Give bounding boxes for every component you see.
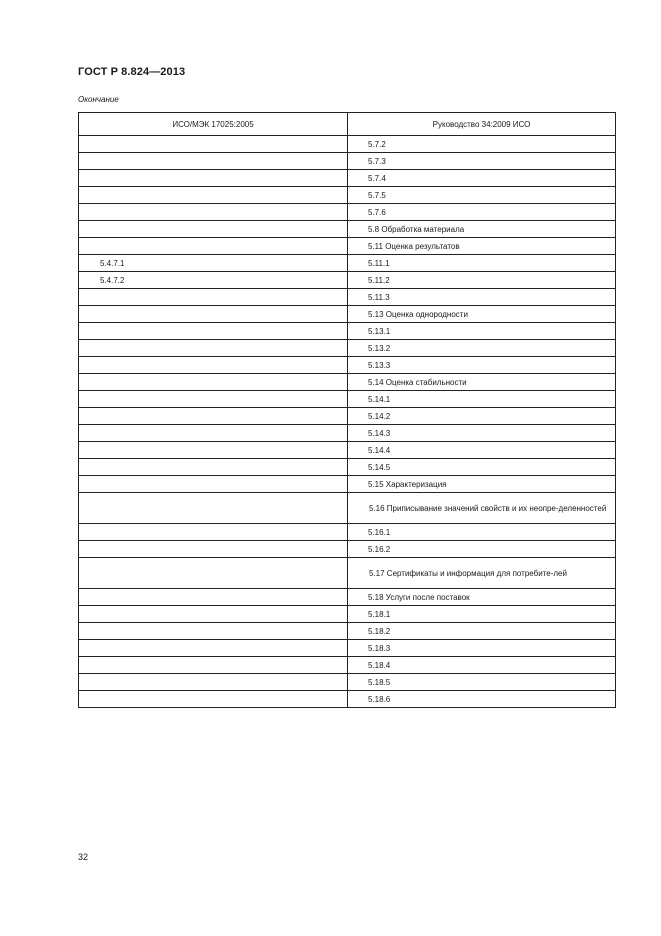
table-row (79, 524, 616, 541)
cell-guide-34: 5.16.1 (348, 524, 616, 541)
table-row (79, 408, 616, 425)
cell-guide-34: 5.7.4 (348, 170, 616, 187)
cell-guide-34: 5.18.3 (348, 640, 616, 657)
cell-iso-iec-17025 (79, 187, 348, 204)
cell-iso-iec-17025 (79, 221, 348, 238)
cell-iso-iec-17025 (79, 153, 348, 170)
table-row (79, 187, 616, 204)
cell-iso-iec-17025 (79, 136, 348, 153)
table-row (79, 476, 616, 493)
cell-iso-iec-17025 (79, 524, 348, 541)
table-row (79, 589, 616, 606)
cell-iso-iec-17025 (79, 204, 348, 221)
cell-guide-34: 5.13.3 (348, 357, 616, 374)
cell-iso-iec-17025 (79, 493, 348, 524)
table-row (79, 493, 616, 524)
cell-iso-iec-17025 (79, 340, 348, 357)
cell-guide-34: 5.7.5 (348, 187, 616, 204)
cell-iso-iec-17025 (79, 589, 348, 606)
cell-iso-iec-17025 (79, 558, 348, 589)
table-row (79, 425, 616, 442)
cell-guide-34: 5.11 Оценка результатов (348, 238, 616, 255)
cell-guide-34: 5.7.3 (348, 153, 616, 170)
cell-guide-34: 5.13 Оценка однородности (348, 306, 616, 323)
table-row (79, 391, 616, 408)
cell-guide-34: 5.15 Характеризация (348, 476, 616, 493)
table-row (79, 289, 616, 306)
cell-iso-iec-17025 (79, 425, 348, 442)
cell-iso-iec-17025 (79, 657, 348, 674)
table-row (79, 674, 616, 691)
cell-guide-34: 5.18.6 (348, 691, 616, 708)
cell-iso-iec-17025 (79, 476, 348, 493)
cell-iso-iec-17025 (79, 357, 348, 374)
cell-iso-iec-17025 (79, 408, 348, 425)
cell-iso-iec-17025 (79, 374, 348, 391)
cell-guide-34: 5.11.1 (348, 255, 616, 272)
cell-iso-iec-17025 (79, 623, 348, 640)
table-row (79, 640, 616, 657)
table-row (79, 558, 616, 589)
cell-guide-34: 5.7.6 (348, 204, 616, 221)
cell-guide-34: 5.18.2 (348, 623, 616, 640)
cell-iso-iec-17025 (79, 391, 348, 408)
cell-iso-iec-17025 (79, 442, 348, 459)
cell-iso-iec-17025 (79, 691, 348, 708)
table-row (79, 204, 616, 221)
table-row (79, 442, 616, 459)
table-row (79, 374, 616, 391)
cell-guide-34: 5.11.2 (348, 272, 616, 289)
cell-guide-34: 5.7.2 (348, 136, 616, 153)
table-row (79, 255, 616, 272)
cell-guide-34: 5.18.1 (348, 606, 616, 623)
table-caption: Окончание (78, 95, 119, 104)
cell-iso-iec-17025: 5.4.7.1 (79, 255, 348, 272)
table-row (79, 323, 616, 340)
cell-iso-iec-17025 (79, 674, 348, 691)
cell-guide-34: 5.18.4 (348, 657, 616, 674)
cell-guide-34: 5.14.4 (348, 442, 616, 459)
table-row (79, 623, 616, 640)
table-row (79, 170, 616, 187)
cell-guide-34: 5.14.1 (348, 391, 616, 408)
table-row (79, 606, 616, 623)
cell-guide-34: 5.14.2 (348, 408, 616, 425)
table-row (79, 221, 616, 238)
table-row (79, 136, 616, 153)
table-row (79, 459, 616, 476)
cell-iso-iec-17025 (79, 459, 348, 476)
table-row (79, 153, 616, 170)
cell-iso-iec-17025 (79, 541, 348, 558)
cell-iso-iec-17025 (79, 640, 348, 657)
table-row (79, 541, 616, 558)
cell-guide-34: 5.18.5 (348, 674, 616, 691)
table-row (79, 691, 616, 708)
table-row (79, 657, 616, 674)
column-header-guide-34: Руководство 34:2009 ИСО (348, 113, 616, 136)
page-number: 32 (78, 852, 89, 862)
cell-iso-iec-17025 (79, 323, 348, 340)
table-body (79, 136, 616, 708)
cell-iso-iec-17025 (79, 170, 348, 187)
column-header-iso-iec-17025: ИСО/МЭК 17025:2005 (79, 113, 348, 136)
cell-guide-34: 5.16.2 (348, 541, 616, 558)
table-row (79, 340, 616, 357)
table-row (79, 272, 616, 289)
cell-iso-iec-17025 (79, 238, 348, 255)
correspondence-table (78, 112, 616, 708)
cell-guide-34: 5.16 Приписывание значений свойств и их неопре-деленностей (348, 493, 616, 524)
cell-guide-34: 5.17 Сертификаты и информация для потребите-лей (348, 558, 616, 589)
document-standard-code: ГОСТ Р 8.824—2013 (78, 66, 186, 78)
table-header-row (79, 113, 616, 136)
table-row (79, 357, 616, 374)
cell-guide-34: 5.14 Оценка стабильности (348, 374, 616, 391)
cell-guide-34: 5.8 Обработка материала (348, 221, 616, 238)
cell-iso-iec-17025: 5.4.7.2 (79, 272, 348, 289)
cell-guide-34: 5.14.3 (348, 425, 616, 442)
table-row (79, 306, 616, 323)
cell-iso-iec-17025 (79, 606, 348, 623)
table-row (79, 238, 616, 255)
cell-guide-34: 5.18 Услуги после поставок (348, 589, 616, 606)
cell-iso-iec-17025 (79, 306, 348, 323)
cell-guide-34: 5.13.1 (348, 323, 616, 340)
cell-iso-iec-17025 (79, 289, 348, 306)
cell-guide-34: 5.11.3 (348, 289, 616, 306)
cell-guide-34: 5.14.5 (348, 459, 616, 476)
cell-guide-34: 5.13.2 (348, 340, 616, 357)
